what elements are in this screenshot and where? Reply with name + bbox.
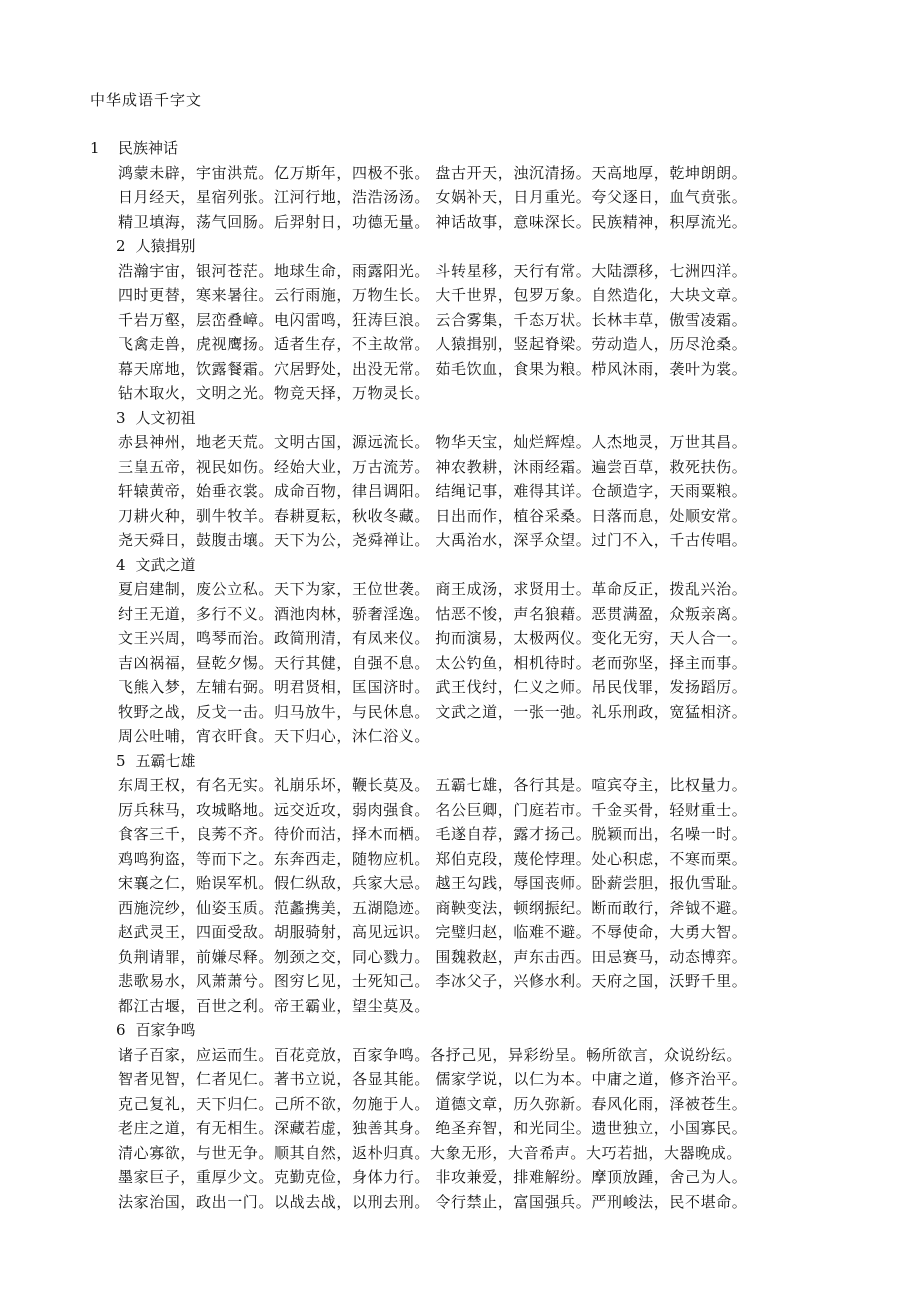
section-number: 6 (116, 1021, 126, 1039)
text-line: 夏启建制，废公立私。天下为家，王位世袭。 商王成汤，求贤用士。革命反正，拨乱兴治。 (118, 580, 748, 598)
text-line: 千岩万壑，层峦叠嶂。电闪雷鸣，狂涛巨浪。 云合雾集，千态万状。长林丰草，傲雪凌霜。 (118, 310, 748, 329)
text-line: 墨家巨子，重厚少文。克勤克俭，身体力行。 非攻兼爱，排难解纷。摩顶放踵，舍己为人。 (118, 1168, 748, 1186)
text-line: 吉凶祸福，昼乾夕惕。天行其健，自强不息。 太公钓鱼，相机待时。老而弥坚，择主而事。 (118, 653, 748, 672)
text-line: 都江古堰，百世之利。帝王霸业，望尘莫及。 (118, 996, 431, 1015)
text-line: 刀耕火种，驯牛牧羊。春耕夏耘，秋收冬藏。 日出而作，植谷采桑。日落而息，处顺安常。 (118, 506, 748, 525)
text-line: 幕天席地，饮露餐霜。穴居野处，出没无常。 茹毛饮血，食果为粮。栉风沐雨，袭叶为裳。 (118, 359, 748, 378)
text-line: 精卫填海，荡气回肠。后羿射日，功德无量。 神话故事，意味深长。民族精神，积厚流光。 (118, 212, 748, 231)
text-line: 周公吐哺，宵衣旰食。天下归心，沐仁浴义。 (118, 727, 431, 745)
text-line: 飞禽走兽，虎视鹰扬。适者生存，不主故常。 人猿揖别，竖起脊梁。劳动造人，历尽沧桑。 (118, 335, 748, 353)
section-heading (90, 136, 890, 161)
text-line: 东周王权，有名无实。礼崩乐坏，鞭长莫及。 五霸七雄，各行其是。喧宾夺主，比权量力。 (118, 776, 748, 794)
text-line: 西施浣纱，仙姿玉质。范蠡携美，五湖隐迹。 商鞅变法，顿纲振纪。断而敢行，斧钺不避。 (118, 898, 748, 917)
text-line: 日月经天，星宿列张。江河行地，浩浩汤汤。 女娲补天，日月重光。夸父逐日，血气贲张。 (118, 188, 748, 206)
text-line: 尧天舜日，鼓腹击壤。天下为公，尧舜禅让。 大禹治水，深孚众望。过门不入，千古传唱。 (118, 531, 748, 549)
section-number: 2 (116, 237, 126, 255)
text-line: 赵武灵王，四面受敌。胡服骑射，高见远识。 完璧归赵，临难不避。不辱使命，大勇大智。 (118, 923, 748, 941)
section-title: 文武之道 (135, 555, 196, 574)
text-line: 老庄之道，有无相生。深藏若虚，独善其身。 绝圣弃智，和光同尘。遗世独立，小国寡民。 (118, 1119, 748, 1137)
section-heading (90, 749, 890, 774)
text-line: 食客三千，良莠不齐。待价而沽，择木而栖。 毛遂自荐，露才扬己。脱颖而出，名噪一时。 (118, 825, 748, 843)
text-line: 牧野之战，反戈一击。归马放牛，与民休息。 文武之道，一张一弛。礼乐刑政，宽猛相济。 (118, 702, 748, 721)
text-line: 负荆请罪，前嫌尽释。刎颈之交，同心戮力。 围魏救赵，声东击西。田忌赛马，动态博弈。 (118, 947, 748, 966)
text-line: 赤县神州，地老天荒。文明古国，源远流长。 物华天宝，灿烂辉煌。人杰地灵，万世其昌。 (118, 433, 748, 451)
text-line: 鸿蒙未辟，宇宙洪荒。亿万斯年，四极不张。 盘古开天，浊沉清扬。天高地厚，乾坤朗朗。 (118, 163, 748, 182)
section-number: 4 (116, 555, 126, 574)
text-line: 清心寡欲，与世无争。顺其自然，返朴归真。大象无形，大音希声。大巧若拙，大器晚成。 (118, 1143, 743, 1162)
section-title: 民族神话 (118, 139, 179, 157)
text-line: 三皇五帝，视民如伤。经始大业，万古流芳。 神农教耕，沐雨经霜。遍尝百草，救死扶伤。 (118, 457, 748, 476)
section-heading (90, 553, 890, 578)
section-heading (90, 406, 890, 431)
section-heading (90, 234, 890, 259)
section-title: 人文初祖 (135, 408, 196, 427)
text-line: 厉兵秣马，攻城略地。远交近攻，弱肉强食。 名公巨卿，门庭若市。千金买骨，轻财重士。 (118, 800, 748, 819)
text-line: 轩辕黄帝，始垂衣裳。成命百物，律吕调阳。 结绳记事，难得其详。仓颉造字，天雨粟粮。 (118, 482, 748, 500)
text-line: 飞熊入梦，左辅右弼。明君贤相，匡国济时。 武王伐纣，仁义之师。吊民伐罪，发扬蹈厉。 (118, 678, 748, 696)
text-line: 克己复礼，天下归仁。己所不欲，勿施于人。 道德文章，历久弥新。春风化雨，泽被苍生。 (118, 1094, 748, 1113)
text-line: 宋襄之仁，贻误军机。假仁纵敌，兵家大忌。 越王勾践，辱国丧师。卧薪尝胆，报仇雪耻。 (118, 874, 748, 892)
text-line: 四时更替，寒来暑往。云行雨施，万物生长。 大千世界，包罗万象。自然造化，大块文章。 (118, 286, 748, 304)
section-title: 五霸七雄 (135, 751, 196, 770)
section-number: 1 (90, 139, 100, 157)
text-line: 鸡鸣狗盗，等而下之。东奔西走，随物应机。 郑伯克段，蔑伦悖理。处心积虑，不寒而栗。 (118, 849, 748, 868)
section-number: 3 (116, 408, 126, 427)
text-line: 浩瀚宇宙，银河苍茫。地球生命，雨露阳光。 斗转星移，天行有常。大陆漂移，七洲四洋。 (118, 261, 748, 280)
section-title: 人猿揖别 (135, 237, 196, 255)
text-line: 钻木取火，文明之光。物竞天择，万物灵长。 (118, 384, 431, 402)
text-line: 文王兴周，鸣琴而治。政简刑清，有凤来仪。 拘而演易，太极两仪。变化无穷，天人合一。 (118, 629, 748, 647)
text-line: 法家治国，政出一门。以战去战，以刑去刑。 令行禁止，富国强兵。严刑峻法，民不堪命。 (118, 1192, 748, 1211)
text-line: 悲歌易水，风萧萧兮。图穷匕见，士死知己。 李冰父子，兴修水利。天府之国，沃野千里。 (118, 972, 748, 990)
document-body (90, 136, 890, 1214)
section-heading (90, 1018, 890, 1043)
section-title: 百家争鸣 (135, 1021, 196, 1039)
section-number: 5 (116, 751, 126, 770)
text-line: 诸子百家，应运而生。百花竞放，百家争鸣。各抒己见，异彩纷呈。畅所欲言，众说纷纭。 (118, 1045, 743, 1064)
text-line: 纣王无道，多行不义。酒池肉林，骄奢淫逸。 怙恶不悛，声名狼藉。恶贯满盈，众叛亲离。 (118, 604, 748, 623)
document-title: 中华成语千字文 (90, 91, 203, 109)
text-line: 智者见智，仁者见仁。著书立说，各显其能。 儒家学说，以仁为本。中庸之道，修齐治平。 (118, 1070, 748, 1088)
